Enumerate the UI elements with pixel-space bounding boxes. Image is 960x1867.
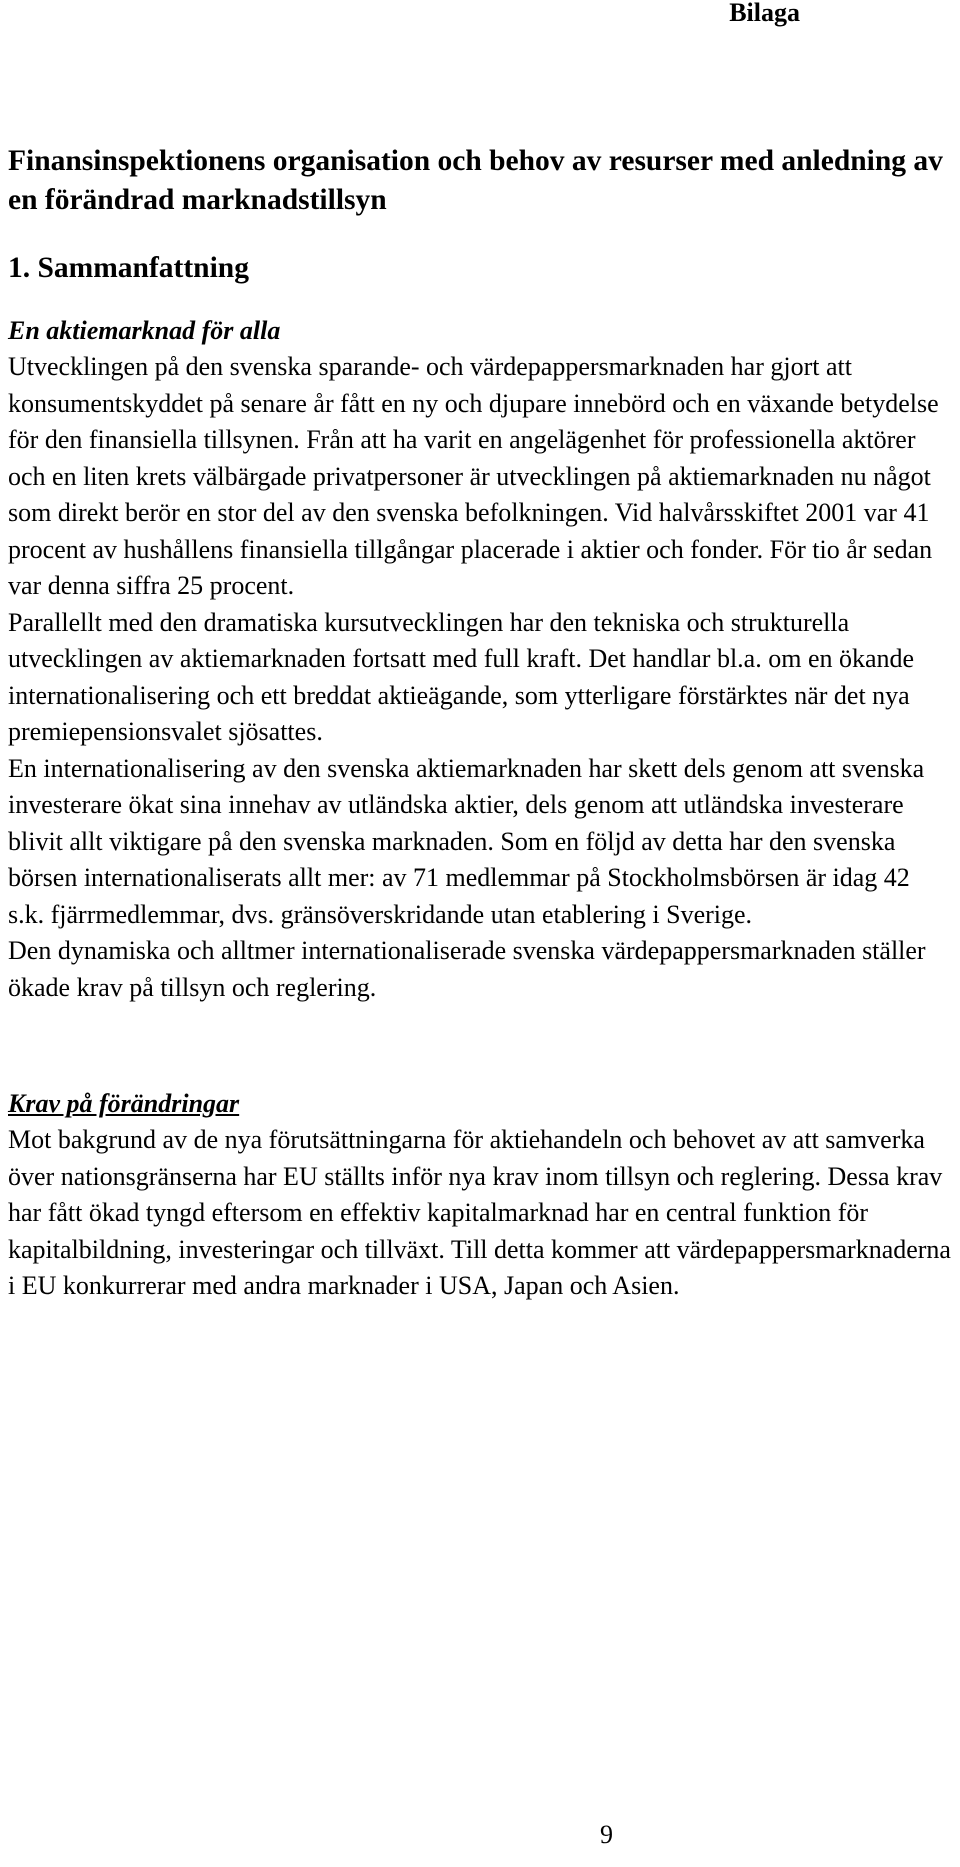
subheading-krav: Krav på förändringar	[8, 1089, 240, 1118]
paragraph: Parallellt med den dramatiska kursutvecklingen har den tekniska och strukturella utvecklingen av aktiemarknaden fortsatt med full kraft. Det handlar bl.a. om en ökande internationalisering och ett breddat aktieägande, som ytterligare förstärktes när det nya premiepensionsvalet sjösattes.	[8, 607, 915, 746]
document-body	[8, 142, 952, 1305]
paragraph: Den dynamiska och alltmer internationaliserade svenska värdepappersmarknaden ställer ökade krav på tillsyn och reglering.	[8, 936, 926, 1002]
subheading-aktiemarknad: En aktiemarknad för alla	[8, 316, 281, 345]
document-title: Finansinspektionens organisation och behov av resurser med anledning av en förändrad marknadstillsyn	[8, 145, 943, 216]
paragraph: En internationalisering av den svenska aktiemarknaden har skett dels genom att svenska investerare ökat sina innehav av utländska aktier, dels genom att utländska investerare blivit allt viktigare på den svenska marknaden. Som en följd av detta har den svenska börsen internationaliserats allt mer: av 71 medlemmar på Stockholmsbörsen är idag 42 s.k. fjärrmedlemmar, dvs. gränsöverskridande utan etablering i Sverige.	[8, 753, 925, 929]
paragraph: Utvecklingen på den svenska sparande- och värdepappersmarknaden har gjort att konsumentskyddet på senare år fått en ny och djupare innebörd och en växande betydelse för den finansiella tillsynen. Från att ha varit en angelägenhet för professionella aktörer och en liten krets välbärgade privatpersoner är utvecklingen på aktiemarknaden nu något som direkt berör en stor del av den svenska befolkningen. Vid halvårsskiftet 2001 var 41 procent av hushållens finansiella tillgångar placerade i aktier och fonder. För tio år sedan var denna siffra 25 procent.	[8, 352, 939, 600]
section-heading: 1. Sammanfattning	[8, 252, 249, 284]
paragraph: Mot bakgrund av de nya förutsättningarna för aktiehandeln och behovet av att samverka över nationsgränserna har EU ställts inför nya krav inom tillsyn och reglering. Dessa krav har fått ökad tyngd eftersom en effektiv kapitalmarknad har en central funktion för kapitalbildning, investeringar och tillväxt. Till detta kommer att värdepappersmarknaderna i EU konkurrerar med andra marknader i USA, Japan och Asien.	[8, 1125, 951, 1300]
page-number: 9	[600, 1820, 613, 1849]
appendix-label: Bilaga	[729, 0, 800, 27]
